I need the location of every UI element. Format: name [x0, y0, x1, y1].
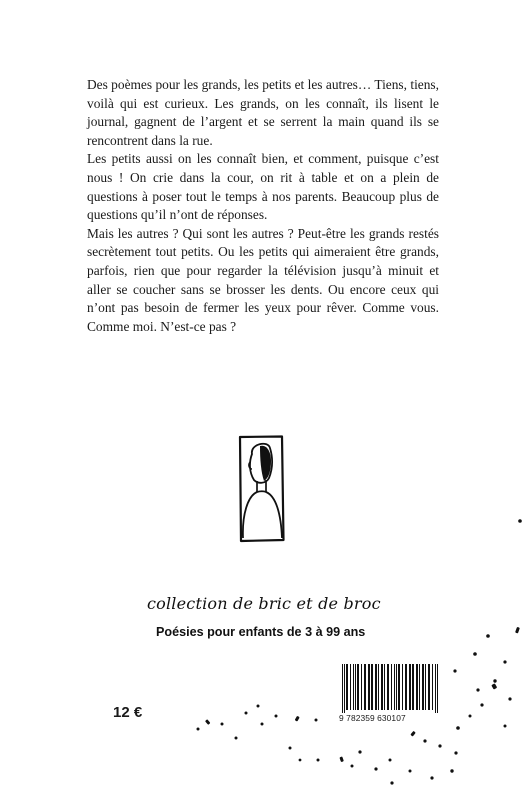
barcode-bar: [350, 664, 351, 710]
collection-title: collection de bric et de broc: [147, 594, 381, 613]
blurb-paragraph-3: Mais les autres ? Qui sont les autres ? Peut-être les grands restés secrètement tout petits. Ou les petits qui aimeraient être grands, parfois, rien que pour regarder la télévision jusqu’à minuit et aller se coucher sans se brosser les dents. Ou encore ceux qui n’ont pas besoin de fermer les yeux pour rêver. Comme vous. Comme moi. N’est-ce pas ?: [87, 225, 439, 334]
blurb-paragraph-2: Les petits aussi on les connaît bien, et comment, puisque c’est nous ! On crie dans la cour, on rit à table et on a plein de questions à poser tout le temps à nos parents. Beaucoup plus de questions qu’il n’ont de réponses.: [87, 151, 439, 223]
barcode-bar: [396, 664, 397, 710]
barcode-bar: [381, 664, 383, 710]
barcode-bar: [425, 664, 426, 710]
barcode-bar: [419, 664, 420, 710]
hand-drawn-figure-illustration: [230, 434, 294, 544]
barcode-bar: [353, 664, 354, 710]
barcode-bar: [371, 664, 373, 710]
barcode-bar: [398, 664, 400, 710]
barcode-bar: [357, 664, 359, 710]
tagline: Poésies pour enfants de 3 à 99 ans: [156, 625, 366, 639]
barcode-bar: [361, 664, 362, 710]
isbn-number: 9 782359 630107: [338, 713, 443, 723]
barcode-bar: [364, 664, 366, 710]
barcode-bar: [355, 664, 356, 710]
barcode-bar: [394, 664, 395, 710]
barcode-bar: [368, 664, 370, 710]
barcode-bar: [432, 664, 433, 710]
barcode-bar: [402, 664, 403, 710]
barcode-bar: [346, 664, 348, 710]
barcode-bar: [387, 664, 389, 710]
price-label: 12 €: [113, 704, 143, 721]
blurb-paragraph-1: Des poèmes pour les grands, les petits et les autres… Tiens, tiens, voilà qui est curieux. Les grands, on les connaît, ils lisent le journal, gagnent de l’argent et se serrent la main quand ils se rencontrent dans la rue.: [87, 77, 439, 148]
barcode-bar: [409, 664, 411, 710]
barcode-bar: [405, 664, 407, 710]
barcode-bar: [428, 664, 430, 710]
barcode-bar: [344, 664, 345, 714]
barcode-bar: [422, 664, 424, 710]
barcode-bar: [416, 664, 418, 710]
back-cover-blurb: [87, 76, 439, 336]
barcode-bar: [378, 664, 379, 710]
barcode-bar: [437, 664, 438, 714]
barcode-bar: [342, 664, 343, 714]
barcode-bar: [384, 664, 385, 710]
barcode-bar: [435, 664, 436, 714]
barcode-bar: [391, 664, 392, 710]
barcode-bar: [375, 664, 377, 710]
barcode-bar: [412, 664, 414, 710]
barcode-icon: [338, 664, 442, 734]
